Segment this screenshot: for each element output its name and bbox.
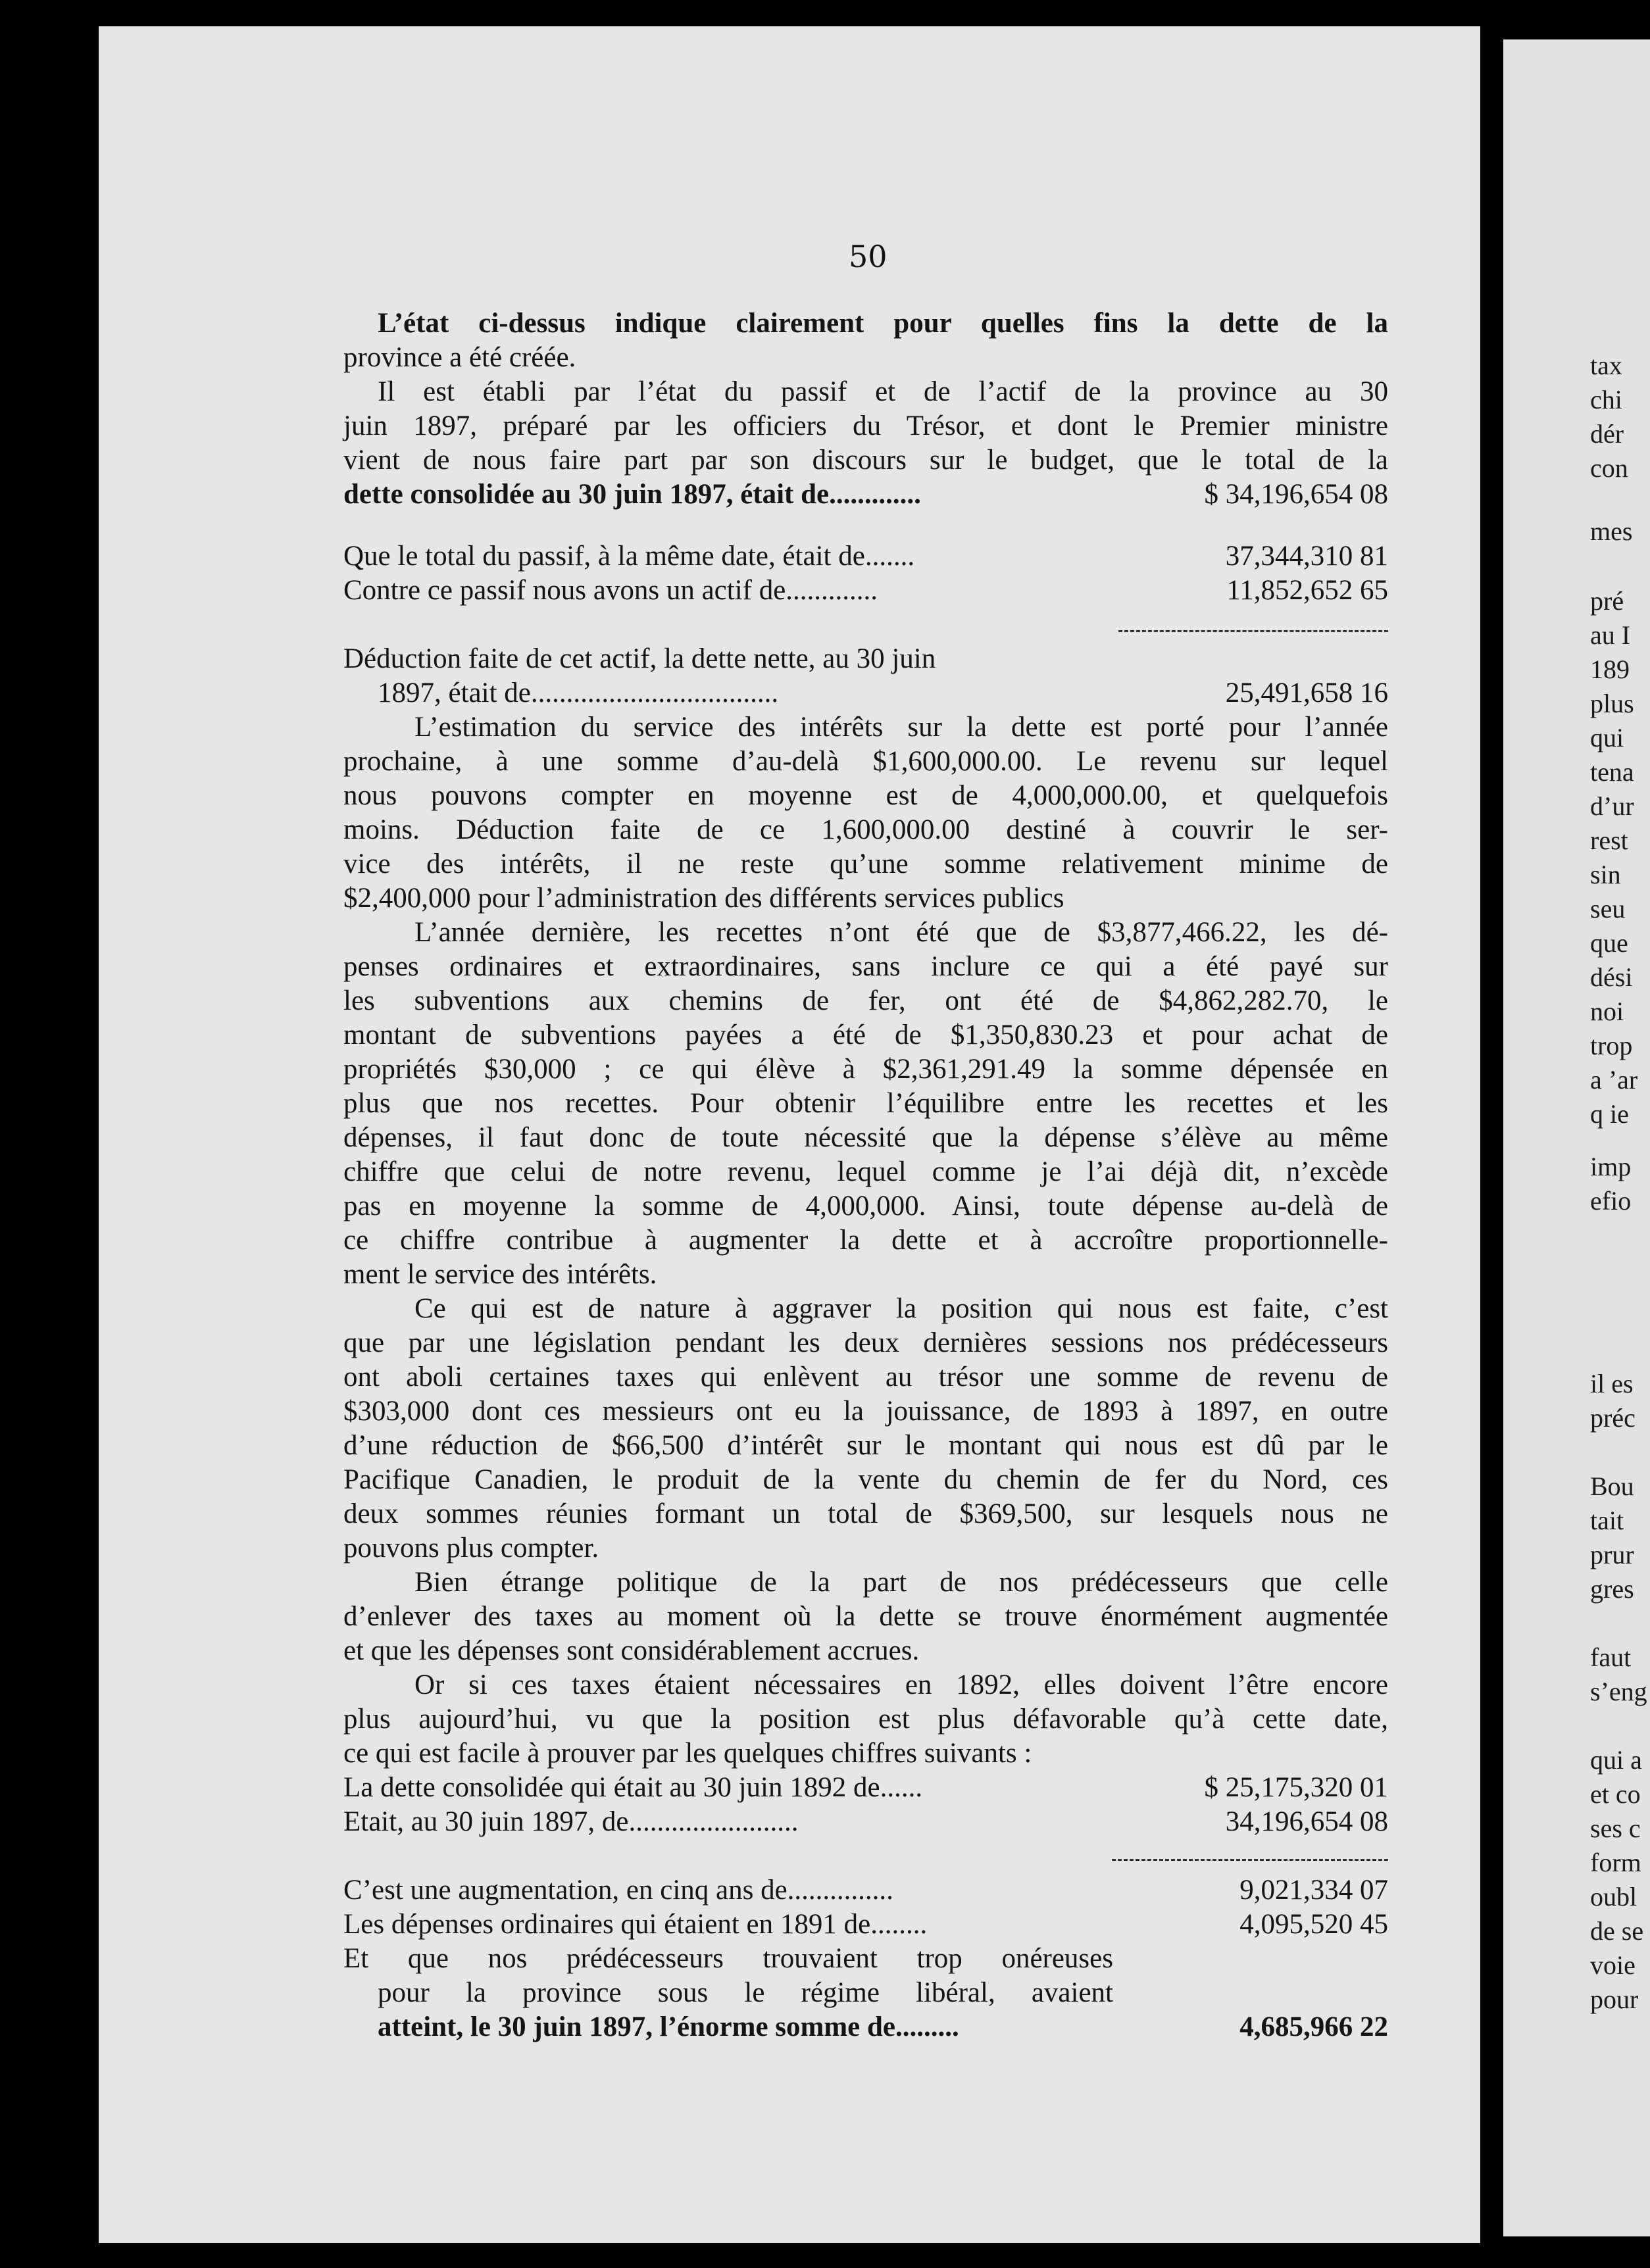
side-fragment: a ’ar xyxy=(1590,1065,1638,1095)
row-amount: 34,196,654 08 xyxy=(1225,1806,1388,1837)
text-line: L’état ci-dessus indique clairement pour quelles fins la dette de la xyxy=(378,308,1388,339)
row-label: La dette consolidée qui était au 30 juin 1892 de...... xyxy=(343,1772,923,1803)
side-fragment: oubl xyxy=(1590,1882,1638,1911)
text-line: province a été créée. xyxy=(343,342,576,373)
side-fragment: il es xyxy=(1590,1369,1634,1398)
text-line: Or si ces taxes étaient nécessaires en 1892, elles doivent l’être encore xyxy=(414,1669,1388,1700)
side-fragment: imp xyxy=(1590,1152,1632,1181)
text-line: d’une réduction de $66,500 d’intérêt sur le montant qui nous est dû par le xyxy=(343,1430,1388,1461)
side-fragment: dési xyxy=(1590,962,1633,992)
row-amount: $ 25,175,320 01 xyxy=(1204,1772,1388,1803)
side-fragment: prur xyxy=(1590,1540,1634,1569)
text-line: plus aujourd’hui, vu que la position est plus défavorable qu’à cette date, xyxy=(343,1704,1388,1735)
text-line: plus que nos recettes. Pour obtenir l’équilibre entre les recettes et les xyxy=(343,1088,1388,1119)
side-fragment: seu xyxy=(1590,894,1626,924)
text-line: Ce qui est de nature à aggraver la position qui nous est faite, c’est xyxy=(414,1293,1388,1324)
text-line: montant de subventions payées a été de $1,350,830.23 et pour achat de xyxy=(343,1020,1388,1050)
row-amount: 37,344,310 81 xyxy=(1225,541,1388,572)
side-fragment: rest xyxy=(1590,826,1628,855)
side-fragment: tena xyxy=(1590,757,1634,787)
text-line: L’estimation du service des intérêts sur la dette est porté pour l’année xyxy=(414,712,1388,743)
side-fragment: ses c xyxy=(1590,1813,1641,1843)
row-label: 1897, était de................................... xyxy=(378,678,779,708)
row-label: Etait, au 30 juin 1897, de........................ xyxy=(343,1806,799,1837)
side-fragment: préc xyxy=(1590,1403,1636,1433)
side-fragment: d’ur xyxy=(1590,791,1634,821)
amount-row xyxy=(343,478,1388,512)
row-amount: $ 34,196,654 08 xyxy=(1204,479,1388,510)
text-line: Il est établi par l’état du passif et de l’actif de la province au 30 xyxy=(378,376,1388,407)
text-line: d’enlever des taxes au moment où la dette se trouve énormément augmentée xyxy=(343,1601,1388,1632)
side-fragment: s’eng xyxy=(1590,1677,1647,1706)
text-line: chiffre que celui de notre revenu, lequel comme je l’ai déjà dit, n’excède xyxy=(343,1156,1388,1187)
text-line: prochaine, à une somme d’au-delà $1,600,000.00. Le revenu sur lequel xyxy=(343,746,1388,777)
side-fragment: de se xyxy=(1590,1916,1644,1946)
amount-row xyxy=(378,2010,1388,2044)
amount-row xyxy=(343,574,1388,608)
row-amount: 4,095,520 45 xyxy=(1239,1909,1388,1940)
text-line: les subventions aux chemins de fer, ont été de $4,862,282.70, le xyxy=(343,985,1388,1016)
amount-row xyxy=(343,1873,1388,1908)
text-line: juin 1897, préparé par les officiers du Trésor, et dont le Premier ministre xyxy=(343,410,1388,441)
text-line: deux sommes réunies formant un total de $369,500, sur lesquels nous ne xyxy=(343,1498,1388,1529)
side-fragment: tax xyxy=(1590,351,1622,380)
side-fragment: con xyxy=(1590,453,1628,483)
side-fragment: qui xyxy=(1590,723,1624,752)
text-line: Et que nos prédécesseurs trouvaient trop onéreuses xyxy=(343,1943,1113,1974)
row-amount: 25,491,658 16 xyxy=(1225,678,1388,708)
amount-row xyxy=(343,539,1388,574)
row-label: dette consolidée au 30 juin 1897, était de............. xyxy=(343,479,921,510)
text-line: vient de nous faire part par son discours sur le budget, que le total de la xyxy=(343,445,1388,476)
side-fragment: Bou xyxy=(1590,1471,1634,1501)
page-number: 50 xyxy=(849,239,888,274)
text-line: $2,400,000 pour l’administration des différents services publics xyxy=(343,883,1064,914)
text-line: dépenses, il faut donc de toute nécessité que la dépense s’élève au même xyxy=(343,1122,1388,1153)
side-fragment: trop xyxy=(1590,1031,1633,1060)
text-line: $303,000 dont ces messieurs ont eu la jouissance, de 1893 à 1897, en outre xyxy=(343,1396,1388,1427)
text-line: que par une législation pendant les deux dernières sessions nos prédécesseurs xyxy=(343,1327,1388,1358)
side-fragment: mes xyxy=(1590,516,1633,546)
text-line: Déduction faite de cet actif, la dette nette, au 30 juin xyxy=(343,643,936,674)
row-label: Les dépenses ordinaires qui étaient en 1891 de........ xyxy=(343,1909,928,1940)
side-fragment: pré xyxy=(1590,586,1624,616)
side-fragment: dér xyxy=(1590,419,1624,449)
text-line: nous pouvons compter en moyenne est de 4,000,000.00, et quelquefois xyxy=(343,780,1388,811)
text-line: ont aboli certaines taxes qui enlèvent au trésor une somme de revenu de xyxy=(343,1362,1388,1393)
row-amount: 9,021,334 07 xyxy=(1239,1875,1388,1906)
side-fragment: sin xyxy=(1590,860,1621,889)
amount-row xyxy=(378,676,1388,710)
sum-rule xyxy=(1112,1859,1388,1861)
side-fragment: au I xyxy=(1590,620,1631,650)
text-line: ce chiffre contribue à augmenter la dette et à accroître proportionnelle- xyxy=(343,1225,1388,1256)
side-fragment: que xyxy=(1590,928,1628,958)
side-fragment: tait xyxy=(1590,1506,1624,1535)
side-fragment: qui a xyxy=(1590,1745,1642,1775)
text-line: ce qui est facile à prouver par les quelques chiffres suivants : xyxy=(343,1738,1032,1769)
side-fragment: voie xyxy=(1590,1950,1636,1980)
text-line: pas en moyenne la somme de 4,000,000. Ainsi, toute dépense au-delà de xyxy=(343,1191,1388,1221)
text-line: vice des intérêts, il ne reste qu’une somme relativement minime de xyxy=(343,849,1388,879)
side-fragment: pour xyxy=(1590,1985,1639,2014)
row-label: atteint, le 30 juin 1897, l’énorme somme de......... xyxy=(378,2011,959,2042)
amount-row xyxy=(343,1908,1388,1942)
side-fragment: chi xyxy=(1590,385,1622,414)
text-line: et que les dépenses sont considérablement accrues. xyxy=(343,1635,920,1666)
side-fragment: plus xyxy=(1590,689,1634,718)
side-fragment: et co xyxy=(1590,1779,1641,1809)
side-fragment: q ie xyxy=(1590,1099,1629,1129)
side-fragment: efio xyxy=(1590,1186,1632,1216)
text-line: pouvons plus compter. xyxy=(343,1533,599,1564)
text-line: moins. Déduction faite de ce 1,600,000.00 destiné à couvrir le ser- xyxy=(343,814,1388,845)
row-amount: 4,685,966 22 xyxy=(1239,2011,1388,2042)
text-line: ment le service des intérêts. xyxy=(343,1259,657,1290)
text-line: Bien étrange politique de la part de nos prédécesseurs que celle xyxy=(414,1567,1388,1598)
row-label: Que le total du passif, à la même date, était de....... xyxy=(343,541,915,572)
row-label: C’est une augmentation, en cinq ans de............... xyxy=(343,1875,893,1906)
amount-row xyxy=(343,1771,1388,1805)
row-label: Contre ce passif nous avons un actif de............. xyxy=(343,575,878,606)
side-fragment: form xyxy=(1590,1848,1641,1877)
text-line: propriétés $30,000 ; ce qui élève à $2,361,291.49 la somme dépensée en xyxy=(343,1054,1388,1085)
side-fragment: faut xyxy=(1590,1642,1632,1672)
text-line: Pacifique Canadien, le produit de la vente du chemin de fer du Nord, ces xyxy=(343,1464,1388,1495)
side-fragment: noi xyxy=(1590,997,1624,1026)
row-amount: 11,852,652 65 xyxy=(1226,575,1388,606)
text-line: L’année dernière, les recettes n’ont été que de $3,877,466.22, les dé- xyxy=(414,917,1388,948)
text-line: penses ordinaires et extraordinaires, sans inclure ce qui a été payé sur xyxy=(343,951,1388,982)
text-line: pour la province sous le régime libéral, avaient xyxy=(378,1977,1113,2008)
side-fragment: gres xyxy=(1590,1574,1634,1604)
side-fragment: 189 xyxy=(1590,654,1630,684)
amount-row xyxy=(343,1805,1388,1839)
sum-rule xyxy=(1118,630,1388,632)
